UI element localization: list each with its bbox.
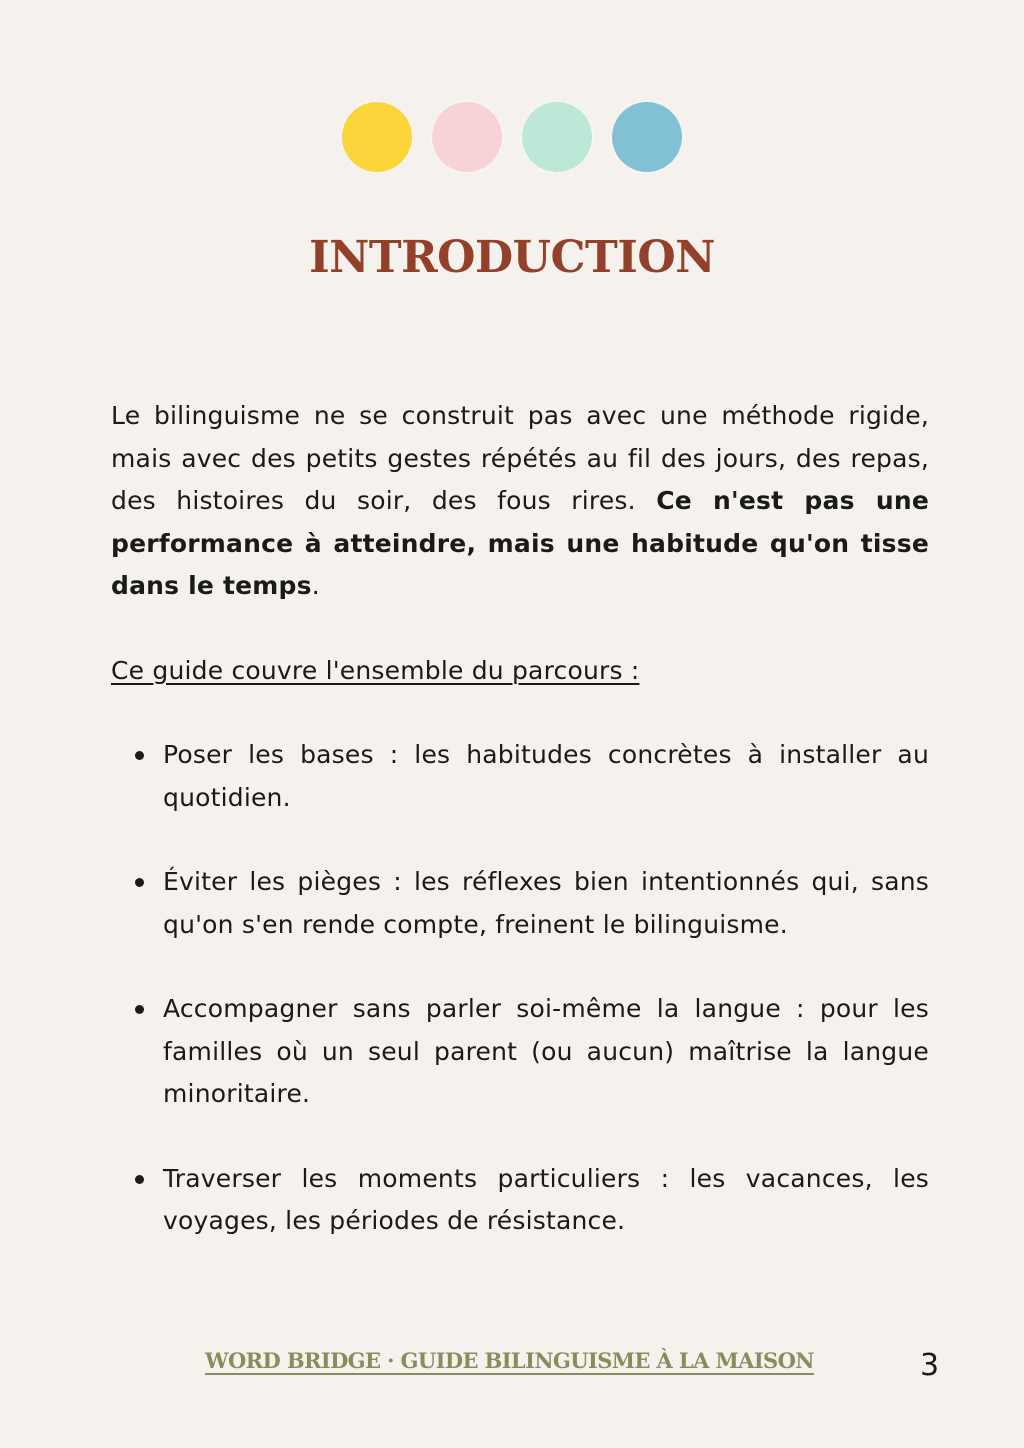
intro-paragraph [111,395,929,608]
yellow-dot [342,102,412,172]
list-item [111,988,929,1116]
mint-dot [522,102,592,172]
page-number: 3 [920,1348,940,1383]
guide-label: Ce guide couvre l'ensemble du parcours : [111,655,640,685]
list-item-text: Accompagner sans parler soi-même la langue : pour les familles où un seul parent (ou aucun) maîtrise la langue minoritaire. [163,994,929,1108]
page-title: INTRODUCTION [309,232,715,283]
list-item [111,1158,929,1243]
pink-dot [432,102,502,172]
intro-bold-text: Ce n'est pas une performance à atteindre, mais une habitude qu'on tisse dans le temps [111,486,929,600]
list-item-text: Poser les bases : les habitudes concrètes à installer au quotidien. [163,740,929,812]
bullet-icon [135,1175,144,1184]
list-item-text: Traverser les moments particuliers : les vacances, les voyages, les périodes de résistance. [163,1163,929,1235]
bullet-icon [135,878,144,887]
intro-text: Le bilinguisme ne se construit pas avec une méthode rigide, mais avec des petits gestes répétés au fil des jours, des repas, des histoires du soir, des fous rires. [111,401,929,515]
footer-title: WORD BRIDGE · GUIDE BILINGUISME À LA MAISON [205,1348,814,1373]
bullet-icon [135,1005,144,1014]
list-item [111,861,929,946]
blue-dot [612,102,682,172]
list-item [111,734,929,819]
bullet-icon [135,751,144,760]
intro-end: . [311,571,320,600]
bullet-list [111,734,929,1243]
body-content [111,395,929,1285]
list-item-text: Éviter les pièges : les réflexes bien intentionnés qui, sans qu'on s'en rende compte, freinent le bilinguisme. [163,867,929,939]
decorative-dots [0,102,1024,172]
